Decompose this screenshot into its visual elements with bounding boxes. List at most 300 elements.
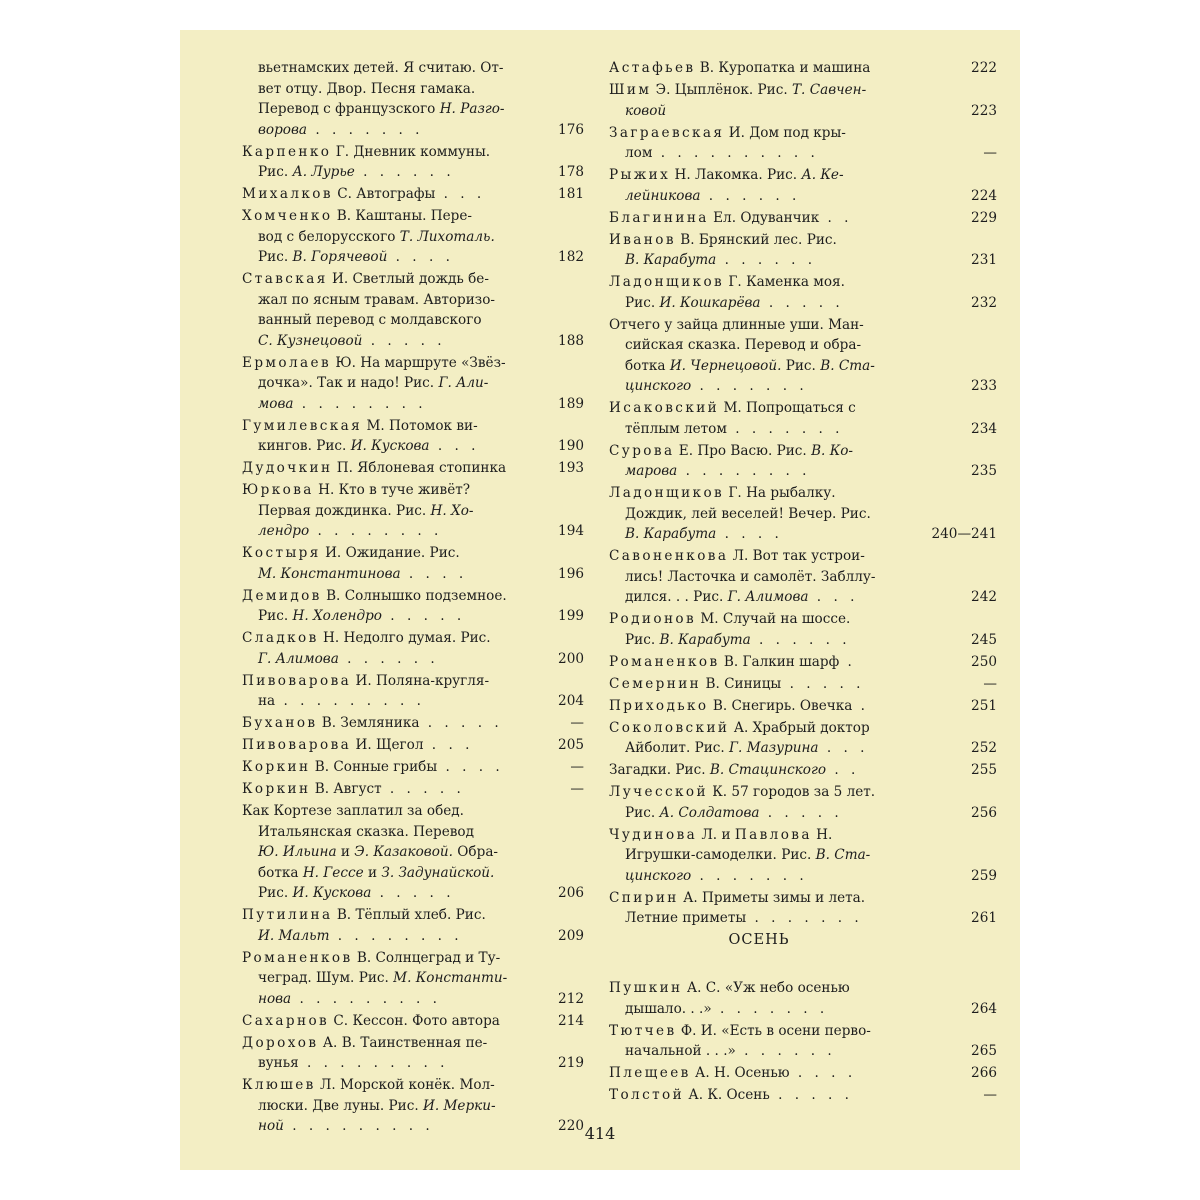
author-name: Савоненкова [609,548,729,564]
toc-entry-line [609,356,953,377]
author-name: Ладонщиков [609,485,725,501]
toc-entry-line [242,842,584,863]
leader-dots: . [852,697,870,714]
author-name: Соколовский [609,719,730,736]
page-ref: 196 [558,565,584,582]
toc-entry-line [609,504,953,525]
entry-text: В. Август [310,781,382,797]
toc-entry-line [242,120,584,141]
italic-text: В. Карабута [659,631,751,648]
italic-text: Ю. Ильина [258,844,337,860]
entry-text: М. Случай на шоссе. [696,611,851,627]
toc-entry [242,1033,584,1074]
toc-entry-line [609,718,953,739]
toc-entry-line [242,290,584,311]
toc-entry-line [242,628,584,649]
author-name: Романенков [609,653,720,670]
toc-entry [242,586,584,627]
toc-entry-line [242,905,584,926]
toc-entry-line [242,269,584,290]
entry-text: чеград. Шум. Рис. [258,970,394,986]
toc-entry [609,483,997,545]
toc-entry [609,674,997,695]
author-name: Иванов [609,231,676,248]
toc-entry [242,206,584,268]
leader-dots: . . . . . [781,675,865,692]
author-name: Романенков [242,949,353,966]
italic-text: Г. Алимова [258,650,339,667]
toc-entry-line [609,165,953,186]
italic-text: М. Константинова [258,565,401,582]
entry-text: Е. Про Васю. Рис. [674,442,812,459]
entry-text: ботка [258,864,303,881]
author-name: Сладков [242,630,319,646]
italic-text: нова [258,990,292,1007]
leader-dots: . . . . . . . . . . [652,145,819,161]
entry-text: Загадки. Рис. [609,762,710,778]
entry-text: Н. Недолго думая. Рис. [318,630,491,646]
toc-entry-line [609,696,953,717]
toc-entry [242,735,584,756]
leader-dots: . . . . . . . [711,1000,829,1017]
contents-column-left [242,58,584,1138]
page-ref: 261 [971,910,997,926]
page-ref: 189 [558,395,584,412]
toc-entry [609,272,997,313]
toc-entry-line [609,461,953,482]
italic-text: Т. Лихоталь. [399,228,495,245]
toc-entry [609,782,997,823]
author-name: Плещеев [609,1065,691,1081]
entry-text: Н. Лакомка. Рис. [670,167,802,183]
page-ref: 223 [971,102,997,119]
italic-text: Н. Гессе [302,864,364,881]
italic-text: И. Мерки- [422,1097,496,1114]
toc-entry-line [242,436,584,457]
author-name: Исаковский [609,400,720,416]
leader-dots: . . [819,209,853,226]
toc-entry-line [609,143,953,164]
toc-entry-line [609,782,953,803]
entry-text: лись! Ласточка и самолёт. Забллу- [625,568,876,585]
author-name: Сурова [609,442,675,459]
entry-text: Н. Кто в туче живёт? [313,482,471,498]
author-name: Рыжих [609,167,671,183]
author-name: Юркова [242,482,314,498]
entry-text: Л. и [697,826,735,843]
page-ref: 231 [971,252,997,268]
entry-text: И. Светлый дождь бе- [327,271,489,287]
page-ref: 182 [558,249,584,265]
page-ref: — [983,145,997,161]
toc-entry-line [242,184,584,205]
leader-dots: . . . . [400,565,468,582]
toc-entry [609,165,997,206]
toc-entry [609,230,997,271]
toc-entry [242,1011,584,1032]
author-name: Ермолаев [242,354,332,371]
leader-dots: . . . . . . . . . [283,1118,434,1134]
toc-entry-line [242,713,584,734]
leader-dots: . . . . . . . . [677,463,811,479]
entry-text: Рис. [625,294,660,311]
entry-text: Рис. [781,357,821,374]
toc-entry-line [609,293,953,314]
page-ref: — [570,781,584,797]
toc-entry [609,1085,997,1106]
toc-entry-line [609,524,953,545]
entry-text: Н. [811,826,833,843]
leader-dots: . . . . . . . [746,910,863,926]
toc-entry [242,543,584,584]
entry-text: Итальянская сказка. Перевод [258,823,474,840]
entry-text: люски. Две луны. Рис. [258,1097,423,1114]
italic-text: цинского [625,378,692,394]
author-name: Семернин [609,675,702,692]
entry-text: В. Каштаны. Пере- [332,208,473,224]
toc-entry-line [609,208,953,229]
leader-dots: . [839,653,856,670]
page-ref: 194 [558,523,584,539]
toc-entry-line [242,606,584,627]
toc-entry-line [609,376,953,397]
page-ref: 220 [558,1118,584,1134]
toc-entry-line [242,735,584,756]
toc-entry [609,398,997,439]
entry-text: В. Брянский лес. Рис. [675,231,837,248]
page-ref: 224 [971,187,997,204]
leader-dots: . . . . . . . [307,121,424,138]
italic-text: В. Ста- [815,847,871,863]
entry-text: Рис. [258,249,293,265]
toc-entry [609,760,997,781]
author-name: Коркин [242,781,311,797]
toc-entry-line [242,331,584,352]
toc-entry-line [242,501,584,522]
contents-column-right [609,58,997,930]
entry-text: вет отцу. Двор. Песня гамака. [258,80,476,97]
author-name: Благинина [609,209,709,226]
toc-entry-line [609,398,953,419]
leader-dots: . . . [808,589,859,605]
page-ref: 205 [558,737,584,753]
toc-entry-line [242,1011,584,1032]
entry-text: Обра- [452,844,499,860]
leader-dots: . . . . . . . [691,867,808,884]
toc-entry-line [242,142,584,163]
toc-entry-line [242,1033,584,1054]
page-ref: 193 [558,460,584,476]
leader-dots: . . . . . . . . . [291,990,441,1007]
toc-entry-line [242,162,584,183]
entry-text: А. Н. Осенью [690,1065,790,1081]
toc-entry-line [242,99,584,120]
toc-entry-line [242,58,584,79]
entry-text: и [336,844,355,860]
toc-entry-line [609,546,953,567]
page-ref: 256 [971,804,997,821]
leader-dots: . . . . . . . . [293,395,427,412]
toc-entry-line [609,609,953,630]
toc-entry [609,825,997,887]
entry-text: на [258,693,276,709]
italic-text: М. Константи- [393,970,508,986]
toc-entry-line [242,543,584,564]
toc-entry [609,546,997,608]
leader-dots: . . . . . . . [726,420,844,437]
entry-text: Дождик, лей веселей! Вечер. Рис. [625,505,871,522]
author-name: Родионов [609,611,697,627]
leader-dots: . . . . . . [338,650,439,667]
entry-text: С. Кессон. Фото автора [329,1012,500,1029]
leader-dots: . . . . . . . [691,378,808,394]
entry-text: Г. Каменка моя. [724,274,845,290]
author-name: Костыря [242,545,321,561]
page-ref: 188 [558,332,584,349]
entry-text: А. В. Таинственная пе- [318,1034,488,1051]
page-ref: 255 [971,762,997,778]
author-name: Спирин [609,889,679,906]
toc-entry-line [242,948,584,969]
entry-text: К. 57 городов за 5 лет. [707,784,876,800]
leader-dots: . . . . . . . . [309,523,443,539]
contents-column-autumn [609,978,997,1107]
italic-text: Т. Савчен- [791,82,867,98]
italic-text: А. Солдатова [659,804,760,821]
entry-text: Первая дождинка. Рис. [258,502,431,519]
toc-entry-line [242,926,584,947]
toc-entry-line [609,230,953,251]
toc-entry-line [609,335,953,356]
section-title: ОСЕНЬ [728,932,790,948]
leader-dots: . . [826,762,860,778]
page-ref: 199 [558,608,584,624]
entry-text: Л. Морской конёк. Мол- [315,1077,495,1093]
toc-entry-line [242,671,584,692]
entry-text: В. Синицы [701,675,782,692]
italic-text: Н. Разго- [439,101,505,117]
author-name: Чудинова [609,826,698,843]
entry-text: Рис. [258,164,293,180]
entry-text: В. Земляника [317,715,420,731]
italic-text: Н. Холендро [292,608,382,624]
page-ref: 235 [971,463,997,479]
toc-entry-line [242,863,584,884]
italic-text: Г. Алимова [727,589,809,605]
toc-entry-line [242,310,584,331]
toc-entry [242,801,584,904]
author-name: Демидов [242,587,322,604]
toc-entry-line [609,1041,953,1062]
toc-entry-line [242,757,584,778]
toc-entry-line [609,250,953,271]
page-ref: 214 [558,1012,584,1029]
toc-entry-line [242,564,584,585]
toc-entry [609,609,997,650]
page-ref: 245 [971,631,997,648]
toc-entry [609,1021,997,1062]
italic-text: И. Чернецовой. [669,357,782,374]
author-name: Заграевская [609,124,725,141]
page-ref: 209 [558,927,584,944]
author-name: Шим [609,82,652,98]
italic-text: В. Горячевой [292,249,388,265]
toc-entry-line [242,458,584,479]
leader-dots: . . . [423,737,474,753]
page-ref: 259 [971,867,997,884]
page-ref: 176 [558,121,584,138]
italic-text: Н. Хо- [430,502,474,519]
toc-entry-line [242,883,584,904]
leader-dots: . . . . . [769,1087,853,1103]
entry-text: Отчего у зайца длинные уши. Ман- [609,316,864,333]
leader-dots: . . . . [387,249,454,265]
italic-text: ворова [258,121,307,138]
leader-dots: . . . [435,186,486,202]
toc-entry [609,208,997,229]
toc-entry-line [242,1096,584,1117]
page-ref: 222 [971,60,997,76]
page-ref: 181 [558,186,584,202]
toc-entry-line [242,416,584,437]
author-name: Ладонщиков [609,274,725,290]
page-ref: 234 [971,420,997,437]
toc-entry-line [609,888,953,909]
italic-text: лендро [258,523,310,539]
leader-dots: . . . . . [759,804,843,821]
entry-text: Летние приметы [625,910,747,926]
entry-text: сийская сказка. Перевод и обра- [625,337,862,353]
toc-entry-line [609,101,953,122]
toc-entry-line [609,587,953,608]
toc-entry-line [609,272,953,293]
toc-entry-line [609,186,953,207]
toc-entry-line [609,1085,953,1106]
toc-entry-line [242,989,584,1010]
toc-entry-line [242,968,584,989]
toc-entry-line [609,845,953,866]
author-name: Карпенко [242,143,332,160]
page-ref: 251 [971,697,997,714]
author-name: Толстой [609,1087,685,1103]
toc-entry [242,458,584,479]
leader-dots: . . . [818,740,869,756]
toc-entry-line [609,483,953,504]
toc-entry [242,353,584,415]
toc-entry [242,142,584,183]
author-name: Хомченко [242,208,333,224]
entry-text: вод с белорусского [258,228,400,245]
page-ref: 212 [558,990,584,1007]
entry-text: тёплым летом [625,420,727,437]
entry-text: В. Куропатка и машина [695,60,871,76]
entry-text: дышало. . .» [625,1000,712,1017]
page-ref: — [570,759,584,775]
toc-entry-line [242,801,584,822]
entry-text: лом [625,145,653,161]
toc-entry-line [242,373,584,394]
leader-dots: . . . . . [760,294,844,311]
page-ref: 204 [558,693,584,709]
leader-dots: . . . [429,438,480,454]
italic-text: В. Стацинского [709,762,827,778]
toc-entry-line [242,779,584,800]
italic-text: марова [625,463,678,479]
italic-text: В. Ста- [820,357,875,374]
toc-entry-line [242,480,584,501]
page-ref: 229 [971,209,997,226]
author-name: Ставская [242,271,328,287]
toc-entry-line [609,999,953,1020]
toc-entry-line [609,419,953,440]
author-name: Лучесской [609,784,708,800]
toc-entry [242,713,584,734]
toc-entry-line [242,649,584,670]
toc-entry-line [609,978,953,999]
entry-text: Как Кортезе заплатил за обед. [242,803,464,819]
leader-dots: . . . . [789,1065,857,1081]
entry-text: А. К. Осень [684,1087,770,1103]
leader-dots: . . . . . [362,332,446,349]
toc-entry-line [242,206,584,227]
toc-entry [242,628,584,669]
author-name: Астафьев [609,60,696,76]
toc-entry-line [242,1053,584,1074]
page-ref: 200 [558,650,584,667]
toc-entry [242,480,584,542]
italic-text: И. Кускова [350,438,430,454]
leader-dots: . . . . . [381,608,466,624]
italic-text: мова [258,395,294,412]
italic-text: С. Кузнецовой [258,332,363,349]
entry-text: М. Потомок ви- [362,417,478,434]
entry-text: Айболит. Рис. [625,740,730,756]
entry-text: И. Поляна-кругля- [351,672,490,689]
leader-dots: . . . . . . . . [329,927,463,944]
page-ref: 250 [971,653,997,670]
author-name: Павлова [734,826,812,843]
entry-text: И. Щегол [351,737,424,753]
entry-text: дочка». Так и надо! Рис. [258,375,439,391]
italic-text: З. Задунайской. [381,864,495,881]
toc-entry-line [609,123,953,144]
leader-dots: . . . . . . [750,631,851,648]
toc-entry-line [609,908,953,929]
page-ref: 264 [971,1000,997,1017]
italic-text: В. Ко- [811,442,853,459]
leader-dots: . . . . . . [700,187,801,204]
entry-text: В. Тёплый хлеб. Рис. [332,907,486,923]
toc-entry-line [242,394,584,415]
toc-entry-line [609,760,953,781]
toc-entry [609,441,997,482]
page-ref: 252 [971,740,997,756]
toc-entry-line [609,441,953,462]
author-name: Дорохов [242,1034,319,1051]
entry-text: ванный перевод с молдавского [258,312,482,328]
toc-entry [609,58,997,79]
italic-text: ковой [625,102,667,119]
toc-entry-line [242,227,584,248]
italic-text: А. Лурье [292,164,355,180]
page-ref: 232 [971,294,997,311]
toc-entry [242,779,584,800]
toc-entry-line [242,521,584,542]
toc-entry [242,58,584,140]
page-ref: — [983,1087,997,1103]
toc-entry [609,652,997,673]
entry-text: Ел. Одуванчик [708,209,820,226]
